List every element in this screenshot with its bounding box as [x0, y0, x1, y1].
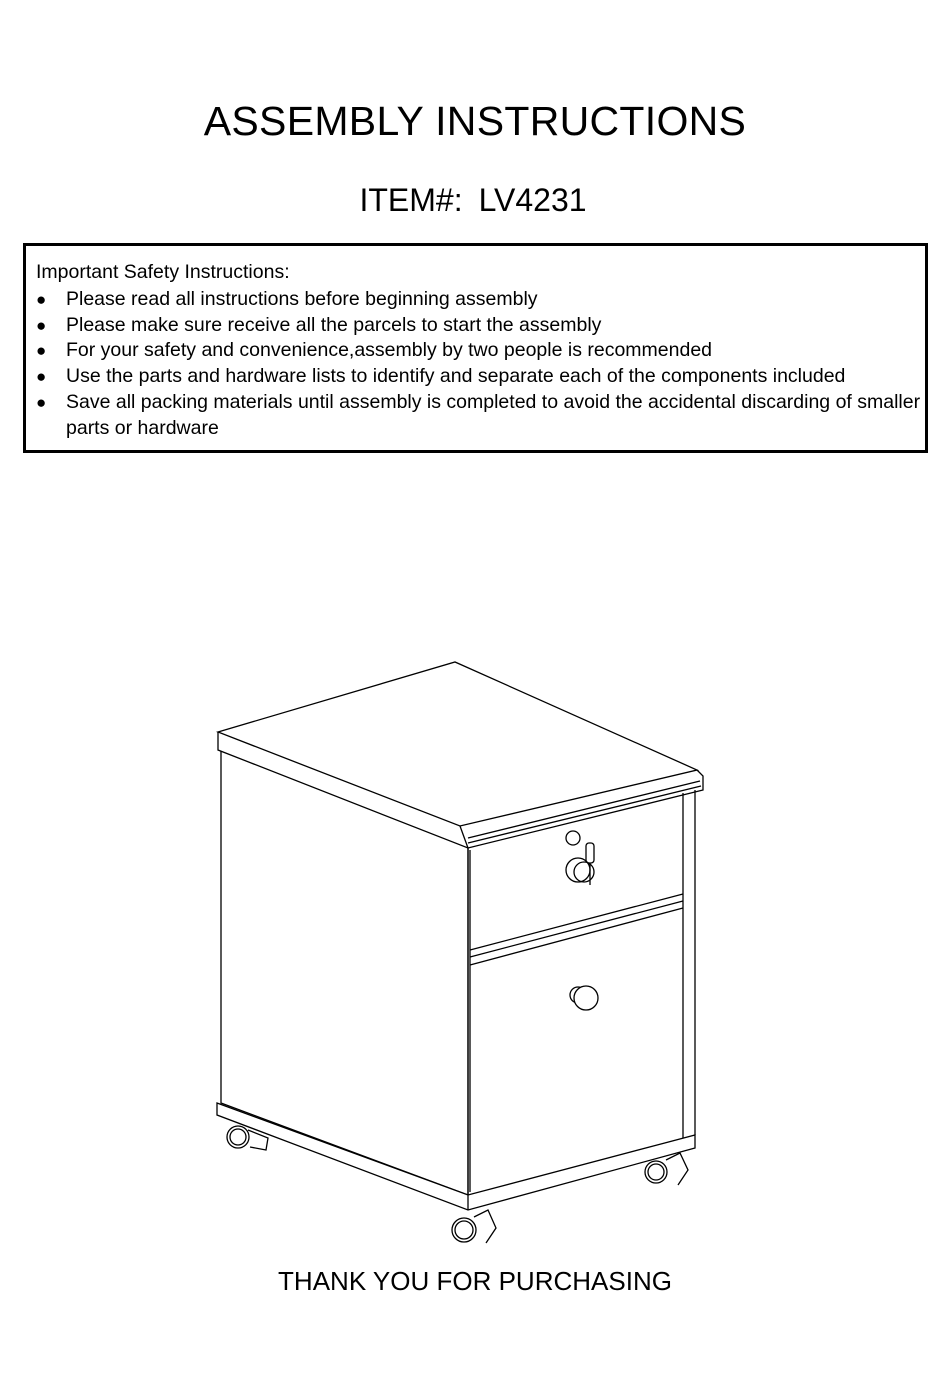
safety-item-text: For your safety and convenience,assembly by two people is recommended — [66, 339, 713, 362]
thank-you-message: THANK YOU FOR PURCHASING — [278, 1266, 672, 1296]
lock-icon — [566, 831, 594, 885]
safety-item-text: Please read all instructions before beginning assembly — [66, 288, 538, 310]
cabinet-plinth — [217, 1103, 695, 1210]
bullet-icon: ● — [36, 392, 47, 412]
safety-item-text: Please make sure receive all the parcels to start the assembly — [66, 313, 602, 336]
safety-item-text: Use the parts and hardware lists to identify and separate each of the components included — [66, 365, 846, 388]
item-label: ITEM#: — [359, 182, 463, 218]
bullet-icon: ● — [36, 315, 47, 335]
caster-wheel-icon — [452, 1210, 496, 1243]
document-title: ASSEMBLY INSTRUCTIONS — [203, 98, 747, 144]
cabinet-top — [218, 662, 697, 826]
bullet-icon: ● — [36, 367, 47, 387]
item-number: LV4231 — [478, 182, 587, 218]
safety-heading: Important Safety Instructions: — [36, 261, 290, 283]
bullet-icon: ● — [36, 290, 47, 309]
bullet-icon: ● — [36, 341, 47, 361]
safety-item-text: Save all packing materials until assembly is completed to avoid the accidental discarding of smaller parts or hardware — [66, 390, 921, 439]
drawer-knob-icon — [570, 986, 598, 1010]
top-drawer — [470, 894, 683, 950]
